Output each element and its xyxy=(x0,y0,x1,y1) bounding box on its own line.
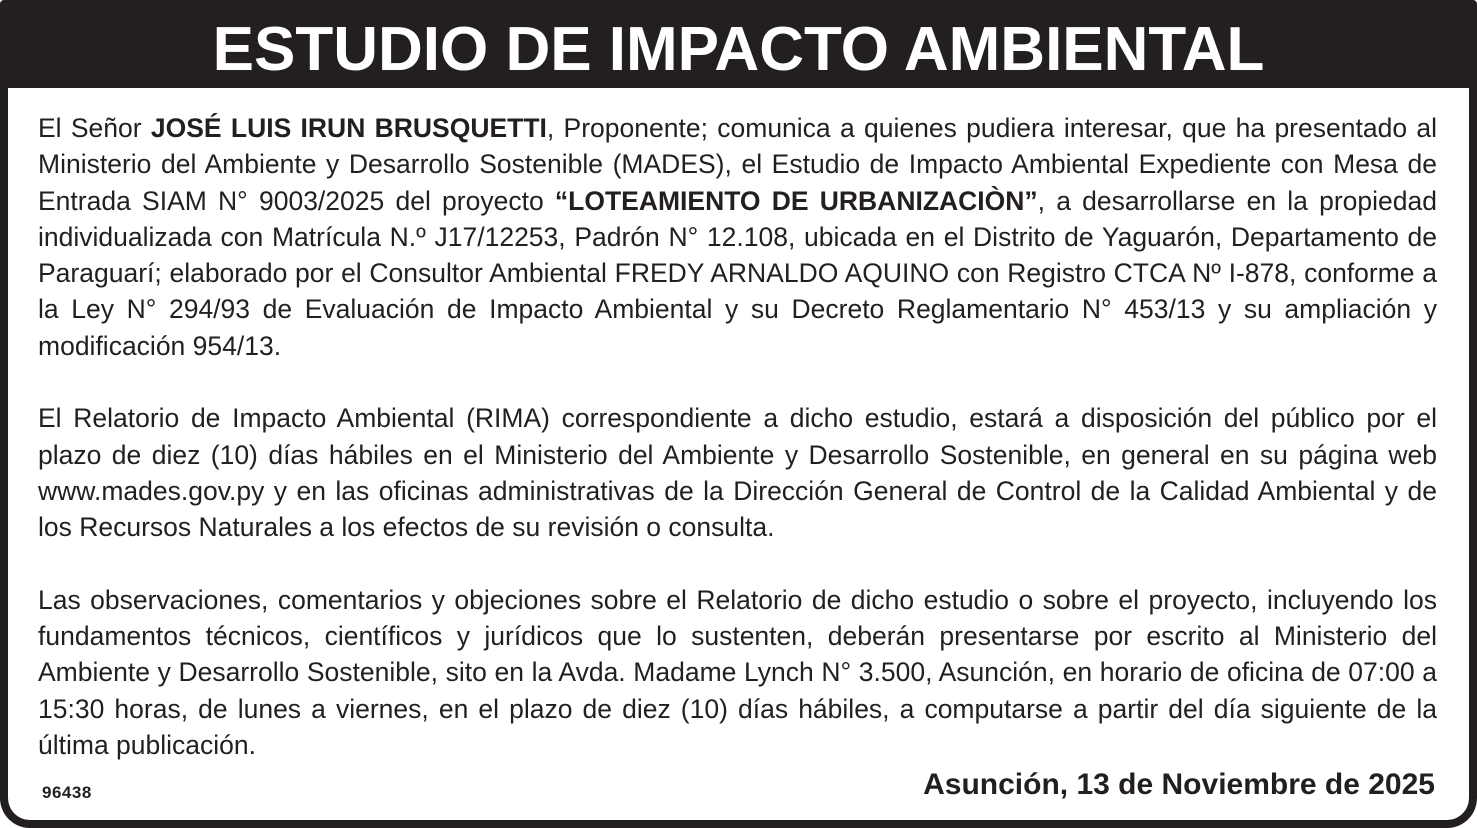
reference-number: 96438 xyxy=(42,783,92,802)
place-and-date: Asunción, 13 de Noviembre de 2025 xyxy=(923,768,1435,801)
notice-body xyxy=(38,110,1437,763)
paragraph-submission xyxy=(38,110,1437,364)
paragraph-observations: Las observaciones, comentarios y objeciones sobre el Relatorio de dicho estudio o sobre el proyecto, incluyendo los fundamentos técnicos, científicos y jurídicos que lo sustenten, deberán presentarse por escrito al Ministerio del Ambiente y Desarrollo Sostenible, sito en la Avda. Madame Lynch N° 3.500, Asunción, en horario de oficina de 07:00 a 15:30 horas, de lunes a viernes, en el plazo de diez (10) días hábiles, a computarse a partir del día siguiente de la última publicación. xyxy=(38,584,1437,761)
proponent-name: JOSÉ LUIS IRUN BRUSQUETTI xyxy=(150,113,547,143)
project-name: “LOTEAMIENTO DE URBANIZACIÒN” xyxy=(554,185,1038,216)
paragraph-rima-availability: El Relatorio de Impacto Ambiental (RIMA) correspondiente a dicho estudio, estará a disposición del público por el plazo de diez (10) días hábiles en el Ministerio del Ambiente y Desarrollo Sostenible, en general en su página web www.mades.gov.py y en las oficinas administrativas de la Dirección General de Control de la Calidad Ambiental y de los Recursos Naturales a los efectos de su revisión o consulta. xyxy=(38,403,1437,543)
paragraph-text-b: , a desarrollarse en la propiedad individualizada con Matrícula N.º J17/12253, Padrón N° 12.108, ubicada en el Distrito de Yaguarón, Departamento de Paraguarí; elaborado por el Consultor Ambiental FREDY ARNALDO AQUINO con Registro CTCA Nº I-878, conforme a la Ley N° 294/93 de Evaluación de Impacto Ambiental y su Decreto Reglamentario N° 453/13 y su ampliación y modificación 954/13. xyxy=(38,185,1437,361)
notice-title: ESTUDIO DE IMPACTO AMBIENTAL xyxy=(8,8,1469,88)
paragraph-text-a: , Proponente; comunica a quienes pudiera interesar, que ha presentado al Ministerio del Ambiente y Desarrollo Sostenible (MADES), el Estudio de Impacto Ambiental Expediente con Mesa de Entrada SIAM N° 9003/2025 del proyecto xyxy=(38,113,1437,216)
paragraph-intro: El Señor xyxy=(38,113,151,143)
